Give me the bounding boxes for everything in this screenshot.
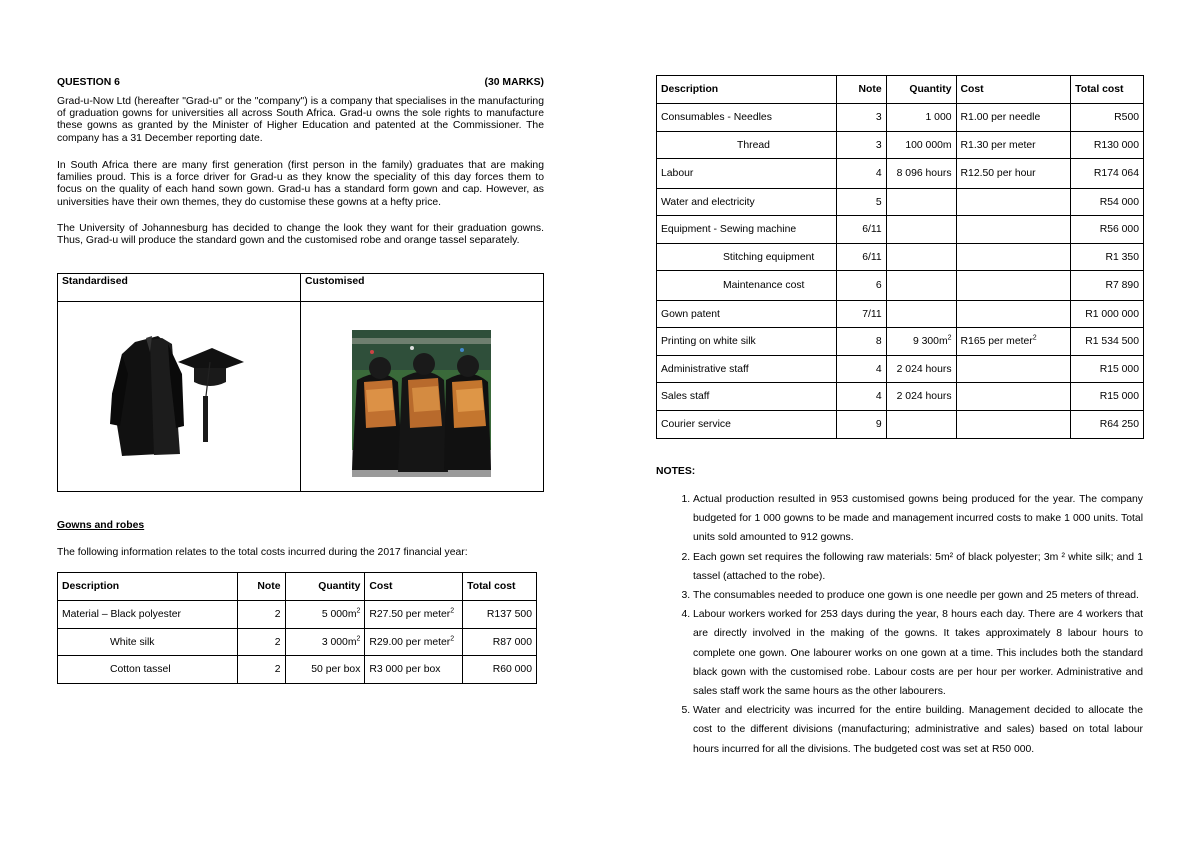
cell-description-text: Consumables - Needles — [661, 112, 772, 123]
cell-description — [657, 301, 837, 328]
cell-cost — [956, 271, 1071, 301]
cell-quantity-text: 3 000m — [321, 636, 357, 648]
cell-description-text: Cotton tassel — [110, 664, 171, 675]
table-row — [657, 301, 1144, 328]
cell-cost — [956, 132, 1071, 159]
col-quantity: Quantity — [285, 573, 365, 601]
cell-quantity — [886, 383, 956, 411]
table-row — [657, 189, 1144, 216]
superscript: 2 — [450, 607, 455, 615]
cell-total — [463, 656, 537, 684]
cell-quantity — [886, 328, 956, 356]
image-table — [57, 273, 544, 492]
cell-description — [657, 383, 837, 411]
cell-quantity-text: 50 per box — [311, 664, 361, 675]
col-note: Note — [836, 76, 886, 104]
cell-note-text: 9 — [875, 419, 882, 430]
cell-note — [836, 104, 886, 132]
cell-total-text: R15 000 — [1099, 363, 1139, 375]
cell-cost — [956, 301, 1071, 328]
cell-total-text: R500 — [1114, 112, 1139, 123]
cell-description-text: Water and electricity — [661, 196, 755, 208]
superscript: 2 — [356, 635, 361, 643]
paragraph-context: In South Africa there are many first generation (first person in the family) graduates that are making families proud. This is a force driver for Grad-u as they know the speciality of this day forces them to focus on the quality of each hand sown gown. Grad-u has a standard form gown and cap. However, as universities have their own themes, they do customise these gowns at a hefty price. — [57, 160, 544, 208]
cell-note — [836, 132, 886, 159]
cell-cost — [365, 629, 463, 656]
cell-note — [836, 356, 886, 383]
paragraph-university: The University of Johannesburg has decided to change the look they want for their graduation gowns. Thus, Grad-u will produce the standard gown and the customised robe and orange tassel separately. — [57, 223, 544, 247]
cell-description-text: Labour — [661, 168, 694, 179]
cell-note — [836, 244, 886, 271]
cell-note — [836, 328, 886, 356]
customised-robe-image — [352, 330, 491, 477]
cell-quantity — [886, 189, 956, 216]
cell-total — [1071, 383, 1144, 411]
cell-note-text: 4 — [875, 168, 882, 179]
cell-description — [657, 411, 837, 439]
cell-total-text: R15 000 — [1099, 391, 1139, 402]
cell-total — [463, 601, 537, 629]
cell-cost-text: R1.00 per needle — [960, 112, 1041, 123]
table-row — [58, 629, 537, 656]
cell-quantity — [886, 301, 956, 328]
cell-total-text: R87 000 — [492, 636, 532, 648]
col-cost: Cost — [365, 573, 463, 601]
cell-total-text: R60 000 — [492, 664, 532, 675]
cell-total — [1071, 189, 1144, 216]
cell-quantity-text: 9 300m — [912, 336, 948, 347]
table-row — [58, 656, 537, 684]
cell-description-text: Stitching equipment — [723, 251, 815, 263]
cell-cost-text: R1.30 per meter — [960, 139, 1036, 151]
cell-note — [836, 216, 886, 244]
col-quantity: Quantity — [886, 76, 956, 104]
costs-table-header — [657, 76, 1144, 104]
cell-quantity-text: 100 000m — [905, 139, 952, 151]
cell-quantity-text: 2 024 hours — [896, 391, 952, 402]
cell-quantity — [886, 216, 956, 244]
table-row — [657, 104, 1144, 132]
cell-note-text: 2 — [274, 664, 281, 675]
cell-description-text: White silk — [110, 636, 155, 648]
cell-total-text: R137 500 — [486, 609, 532, 620]
cell-quantity-text: 1 000 — [925, 112, 952, 123]
cell-quantity-text: 8 096 hours — [896, 168, 952, 179]
cell-note — [836, 189, 886, 216]
note-item: 4. Labour workers worked for 253 days during the year, 8 hours each day. There are 4 workers that are directly involved in the making of the gowns. It takes approximately 8 labour hours to complete one gown. One labourer works on one gown at a time. This includes both the standard black gown with the customised robe. Labour costs are per hour per worker. Administrative and sales staff work the same hours as the other labourers. — [693, 605, 1143, 701]
cell-total — [1071, 244, 1144, 271]
standardised-header: Standardised — [58, 274, 300, 302]
cell-cost-text: R165 per meter — [960, 336, 1033, 347]
cell-cost-text: R27.50 per meter — [369, 609, 451, 620]
table-row — [657, 356, 1144, 383]
cell-description — [657, 132, 837, 159]
materials-table — [57, 572, 537, 684]
cell-note — [836, 383, 886, 411]
cell-cost — [956, 383, 1071, 411]
cell-note-text: 7/11 — [862, 308, 882, 320]
cell-cost — [956, 411, 1071, 439]
cell-note-text: 8 — [875, 336, 882, 347]
cell-quantity — [886, 356, 956, 383]
cell-description-text: Sales staff — [661, 391, 710, 402]
col-description: Description — [58, 573, 238, 601]
superscript: 2 — [450, 635, 455, 643]
cell-quantity — [886, 411, 956, 439]
cell-note — [836, 271, 886, 301]
cell-total-text: R7 890 — [1105, 280, 1139, 291]
cell-total — [463, 629, 537, 656]
cell-quantity — [886, 159, 956, 189]
cell-description — [657, 328, 837, 356]
question-heading — [57, 77, 544, 88]
question-marks: (30 MARKS) — [484, 77, 544, 88]
cell-total — [1071, 301, 1144, 328]
cell-total-text: R1 000 000 — [1085, 308, 1139, 320]
notes-list — [656, 490, 1143, 759]
col-total: Total cost — [463, 573, 537, 601]
cell-description-text: Gown patent — [661, 308, 720, 320]
cell-cost-text: R29.00 per meter — [369, 636, 451, 648]
gowns-intro-text: The following information relates to the total costs incurred during the 2017 financial year: — [57, 547, 468, 558]
col-total: Total cost — [1071, 76, 1144, 104]
table-row — [657, 132, 1144, 159]
cell-quantity — [886, 271, 956, 301]
cell-note-text: 3 — [875, 112, 882, 123]
cell-total — [1071, 159, 1144, 189]
cell-quantity — [886, 104, 956, 132]
costs-table — [656, 75, 1144, 439]
cell-total-text: R1 534 500 — [1085, 336, 1139, 347]
notes-title: NOTES: — [656, 466, 696, 477]
table-row — [657, 383, 1144, 411]
cell-note — [836, 411, 886, 439]
cell-cost-text: R3 000 per box — [369, 664, 441, 675]
superscript: 2 — [1032, 334, 1037, 342]
cell-total — [1071, 132, 1144, 159]
cell-quantity — [285, 629, 365, 656]
cell-description — [58, 656, 238, 684]
cell-description — [657, 244, 837, 271]
table-row — [657, 328, 1144, 356]
superscript: 2 — [947, 334, 952, 342]
cell-description-text: Printing on white silk — [661, 336, 756, 347]
cell-description — [657, 189, 837, 216]
question-title: QUESTION 6 — [57, 77, 120, 88]
cell-quantity — [886, 132, 956, 159]
cell-total-text: R174 064 — [1093, 168, 1139, 179]
cell-note — [836, 159, 886, 189]
cell-description — [657, 271, 837, 301]
cell-description-text: Courier service — [661, 419, 731, 430]
note-item: 5. Water and electricity was incurred for the entire building. Management decided to allocate the cost to the different divisions (manufacturing; administrative and sales) based on total labour hours incurred for all the divisions. The budgeted cost was set at R50 000. — [693, 701, 1143, 759]
cell-description — [657, 104, 837, 132]
cell-cost — [956, 244, 1071, 271]
cell-description — [58, 601, 238, 629]
cell-total — [1071, 216, 1144, 244]
cell-description — [657, 356, 837, 383]
paragraph-intro: Grad-u-Now Ltd (hereafter "Grad-u" or the "company") is a company that specialises in the manufacturing of graduation gowns for universities all across South Africa. Grad-u owns the sole rights to manufacture these gowns as granted by the Minister of Higher Education and patented at the Commissioner. The company has a 31 December reporting date. — [57, 96, 544, 144]
cell-cost — [956, 159, 1071, 189]
cell-note — [836, 301, 886, 328]
cell-total — [1071, 411, 1144, 439]
note-item: 2. Each gown set requires the following raw materials: 5m² of black polyester; 3m ² white silk; and 1 tassel (attached to the robe). — [693, 548, 1143, 586]
cell-cost — [956, 104, 1071, 132]
superscript: 2 — [356, 607, 361, 615]
cell-total-text: R130 000 — [1093, 139, 1139, 151]
cell-note-text: 3 — [875, 139, 882, 151]
col-cost: Cost — [956, 76, 1071, 104]
cell-description — [657, 159, 837, 189]
customised-header: Customised — [301, 274, 543, 302]
standard-gown-image — [110, 334, 250, 459]
note-item: 3. The consumables needed to produce one gown is one needle per gown and 25 meters of thread. — [693, 586, 1143, 605]
cell-description-text: Administrative staff — [661, 363, 749, 375]
col-note: Note — [237, 573, 285, 601]
cell-quantity — [285, 656, 365, 684]
cell-description-text: Maintenance cost — [723, 280, 805, 291]
cell-total — [1071, 104, 1144, 132]
cell-total-text: R56 000 — [1099, 224, 1139, 235]
cell-description-text: Equipment - Sewing machine — [661, 224, 797, 235]
cell-note — [237, 656, 285, 684]
cell-total-text: R1 350 — [1105, 251, 1139, 263]
cell-note-text: 4 — [875, 391, 882, 402]
cell-note-text: 4 — [875, 363, 882, 375]
cell-quantity-text: 2 024 hours — [896, 363, 952, 375]
gowns-robes-heading: Gowns and robes — [57, 520, 145, 531]
table-row — [657, 216, 1144, 244]
cell-description-text: Thread — [737, 139, 770, 151]
cell-total — [1071, 271, 1144, 301]
cell-description — [58, 629, 238, 656]
cell-cost — [956, 328, 1071, 356]
table-row — [657, 271, 1144, 301]
cell-note — [237, 601, 285, 629]
cell-note-text: 5 — [875, 196, 882, 208]
cell-cost — [365, 601, 463, 629]
cell-description-text: Material – Black polyester — [62, 609, 181, 620]
cell-total-text: R64 250 — [1099, 419, 1139, 430]
table-row — [657, 244, 1144, 271]
materials-table-header — [58, 573, 537, 601]
col-description: Description — [657, 76, 837, 104]
cell-total — [1071, 328, 1144, 356]
cell-total-text: R54 000 — [1099, 196, 1139, 208]
cell-cost — [956, 216, 1071, 244]
cell-quantity-text: 5 000m — [321, 609, 357, 620]
cell-note-text: 6/11 — [862, 251, 882, 263]
table-row — [58, 601, 537, 629]
table-row — [657, 411, 1144, 439]
cell-note-text: 6/11 — [862, 224, 882, 235]
cell-quantity — [285, 601, 365, 629]
cell-description — [657, 216, 837, 244]
cell-quantity — [886, 244, 956, 271]
table-row — [657, 159, 1144, 189]
cell-total — [1071, 356, 1144, 383]
note-item: 1. Actual production resulted in 953 customised gowns being produced for the year. The company budgeted for 1 000 gowns to be made and management incurred costs to make 1 000 units. Total units sold amounted to 912 gowns. — [693, 490, 1143, 548]
cell-cost — [956, 356, 1071, 383]
cell-cost — [956, 189, 1071, 216]
cell-note-text: 2 — [274, 609, 281, 620]
cell-note-text: 6 — [875, 280, 882, 291]
cell-cost-text: R12.50 per hour — [960, 168, 1036, 179]
cell-note-text: 2 — [274, 636, 281, 648]
cell-cost — [365, 656, 463, 684]
cell-note — [237, 629, 285, 656]
